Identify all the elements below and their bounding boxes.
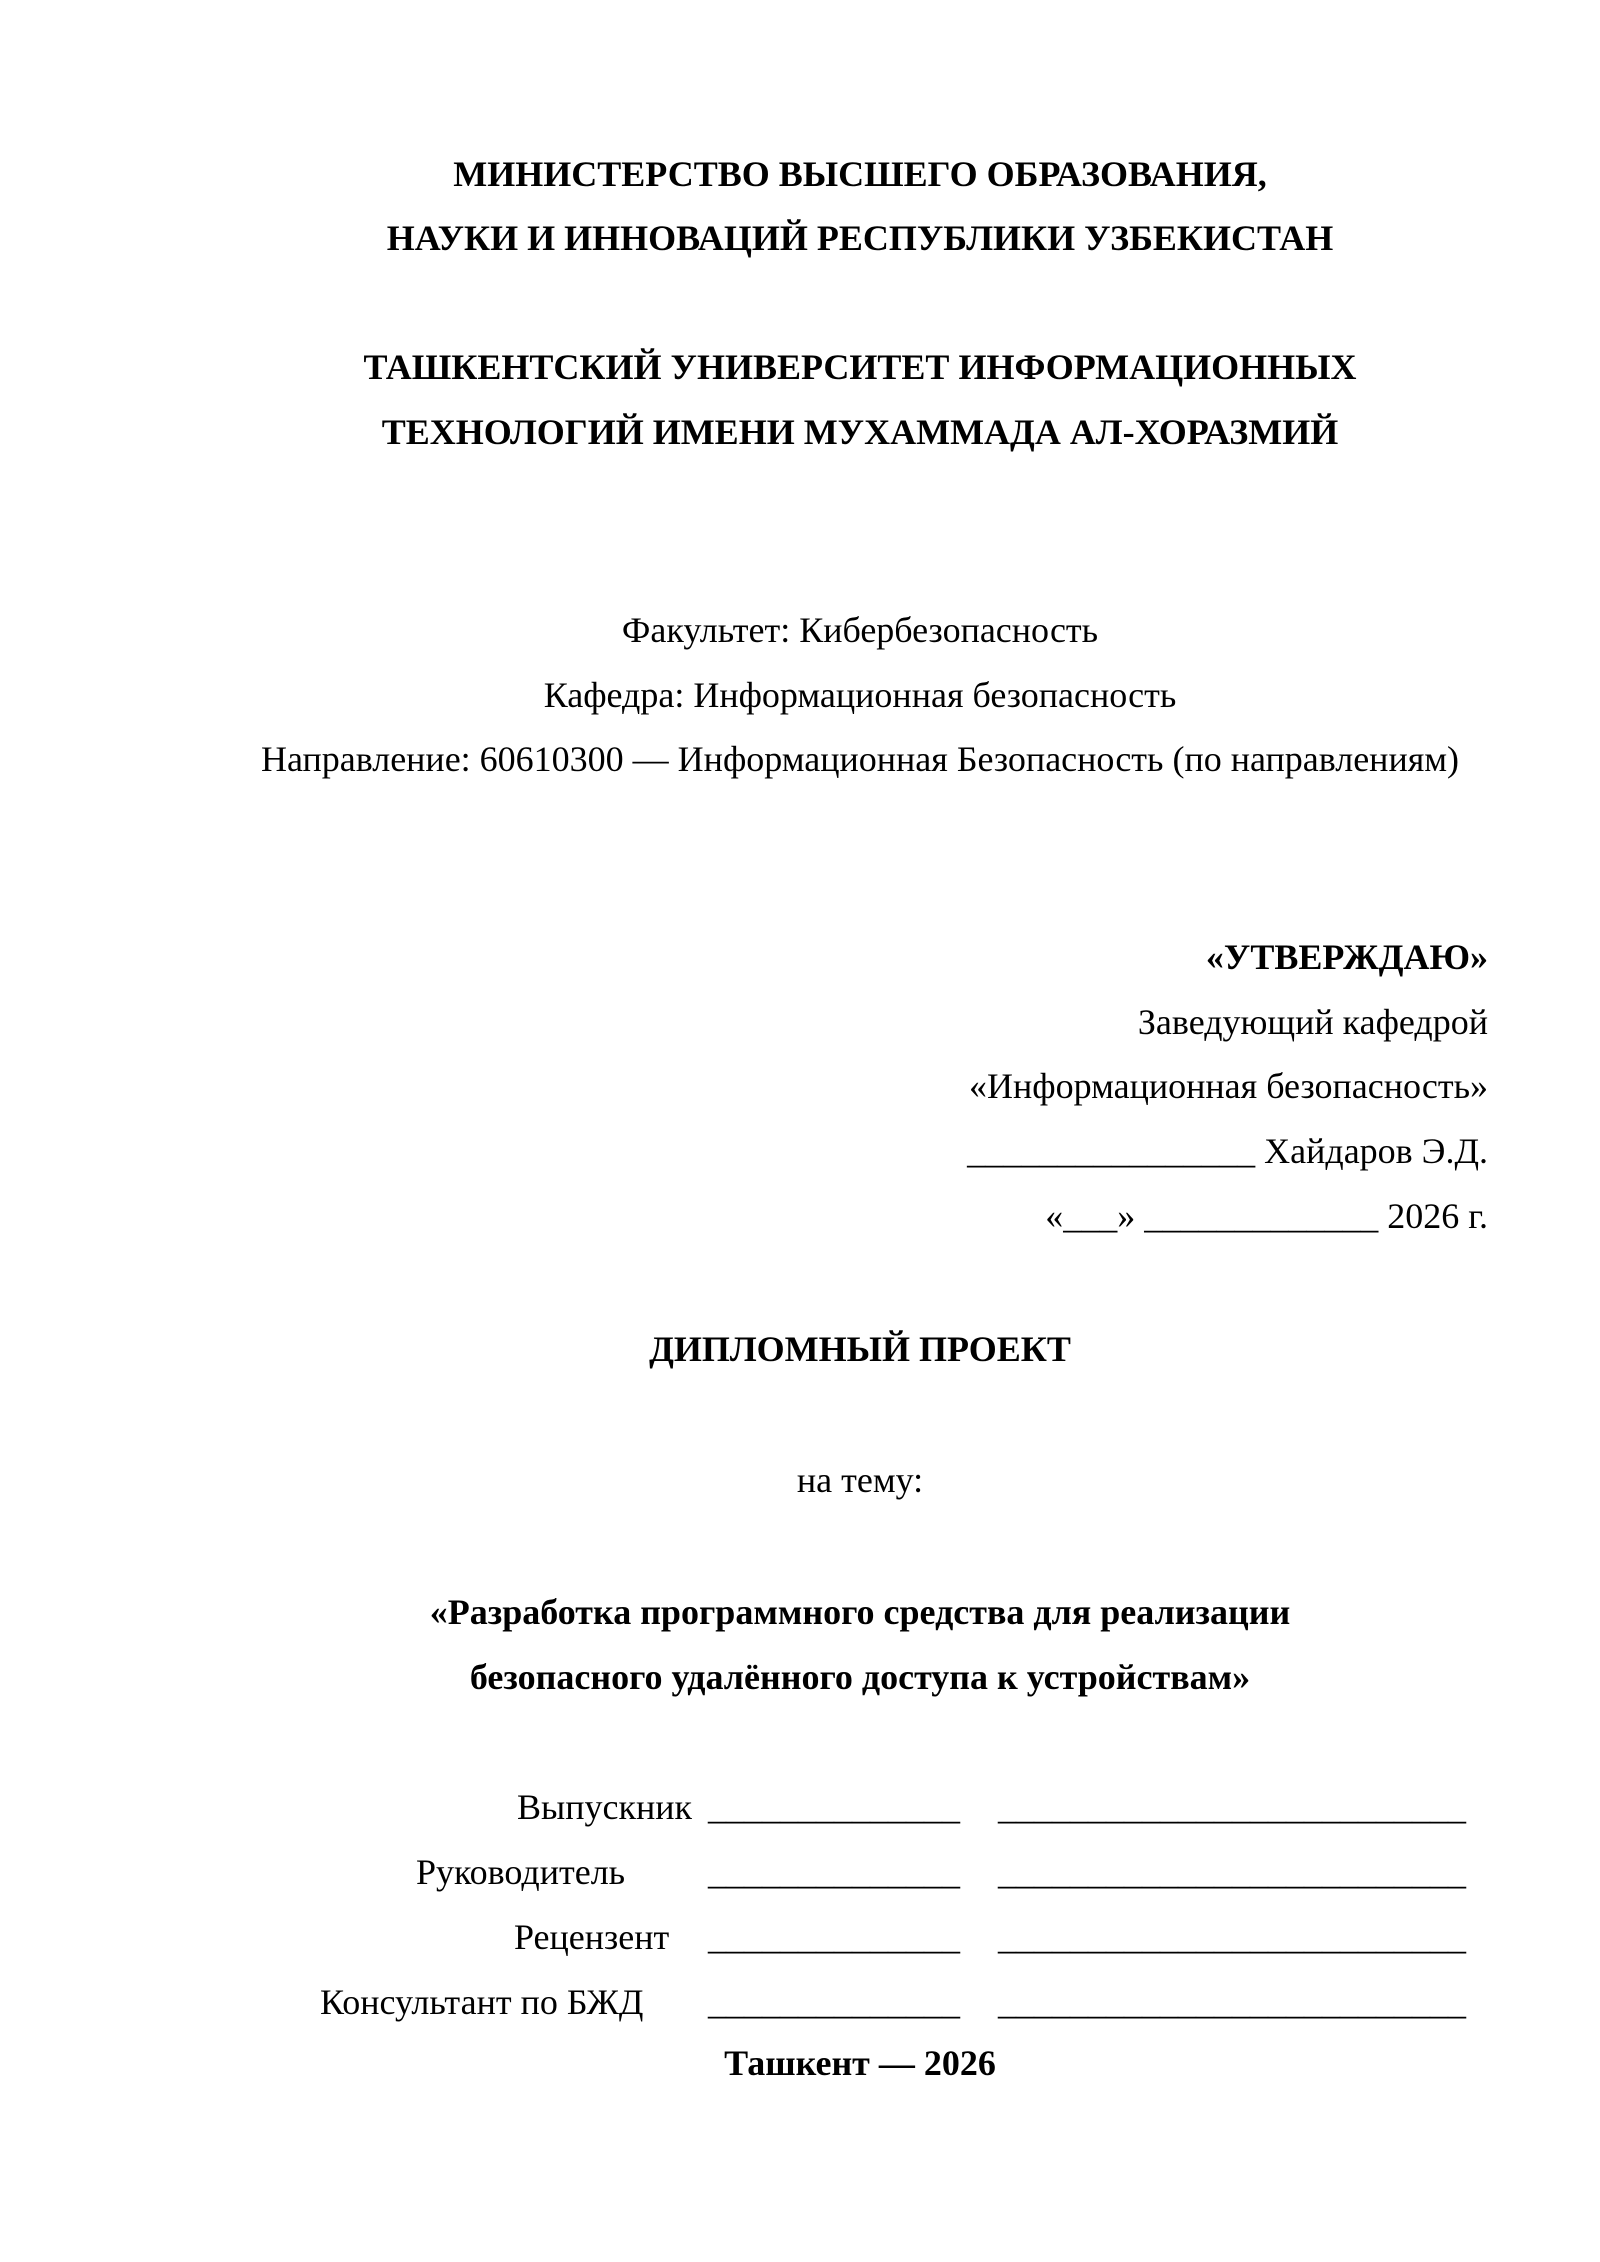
signature-name-line-reviewer: __________________________ (998, 1917, 1466, 1957)
signature-line-consultant: ______________ (708, 1982, 960, 2022)
department: Кафедра: Информационная безопасность (543, 675, 1177, 715)
ministry-line-1: МИНИСТЕРСТВО ВЫСШЕГО ОБРАЗОВАНИЯ, (453, 154, 1267, 194)
signature-label-graduate: Выпускник (517, 1787, 692, 1827)
signature-line-graduate: ______________ (708, 1787, 960, 1827)
signature-line-reviewer: ______________ (708, 1917, 960, 1957)
signature-line-supervisor: ______________ (708, 1852, 960, 1892)
on-topic: на тему: (796, 1460, 924, 1500)
approval-department: «Информационная безопасность» (969, 1066, 1488, 1106)
ministry-line-2: НАУКИ И ИННОВАЦИЙ РЕСПУБЛИКИ УЗБЕКИСТАН (386, 218, 1334, 258)
topic-line-2: безопасного удалённого доступа к устройствам» (469, 1657, 1251, 1697)
approval-position: Заведующий кафедрой (1137, 1002, 1488, 1042)
project-type: ДИПЛОМНЫЙ ПРОЕКТ (649, 1329, 1071, 1369)
signature-label-consultant: Консультант по БЖД (320, 1982, 644, 2022)
approval-heading: «УТВЕРЖДАЮ» (1205, 937, 1488, 977)
topic-line-1: «Разработка программного средства для реализации (429, 1592, 1291, 1632)
signature-label-supervisor: Руководитель (416, 1852, 626, 1892)
direction: Направление: 60610300 — Информационная Безопасность (по направлениям) (260, 739, 1460, 779)
signature-name-line-graduate: __________________________ (998, 1787, 1466, 1827)
signature-label-reviewer: Рецензент (514, 1917, 670, 1957)
approval-date: «___» _____________ 2026 г. (1045, 1196, 1488, 1236)
university-line-2: ТЕХНОЛОГИЙ ИМЕНИ МУХАММАДА АЛ-ХОРАЗМИЙ (381, 412, 1339, 452)
approval-signature: ________________ Хайдаров Э.Д. (967, 1131, 1488, 1171)
university-line-1: ТАШКЕНТСКИЙ УНИВЕРСИТЕТ ИНФОРМАЦИОННЫХ (363, 347, 1357, 387)
signature-name-line-consultant: __________________________ (998, 1982, 1466, 2022)
city-year: Ташкент — 2026 (724, 2043, 996, 2083)
signature-name-line-supervisor: __________________________ (998, 1852, 1466, 1892)
faculty: Факультет: Кибербезопасность (621, 610, 1099, 650)
